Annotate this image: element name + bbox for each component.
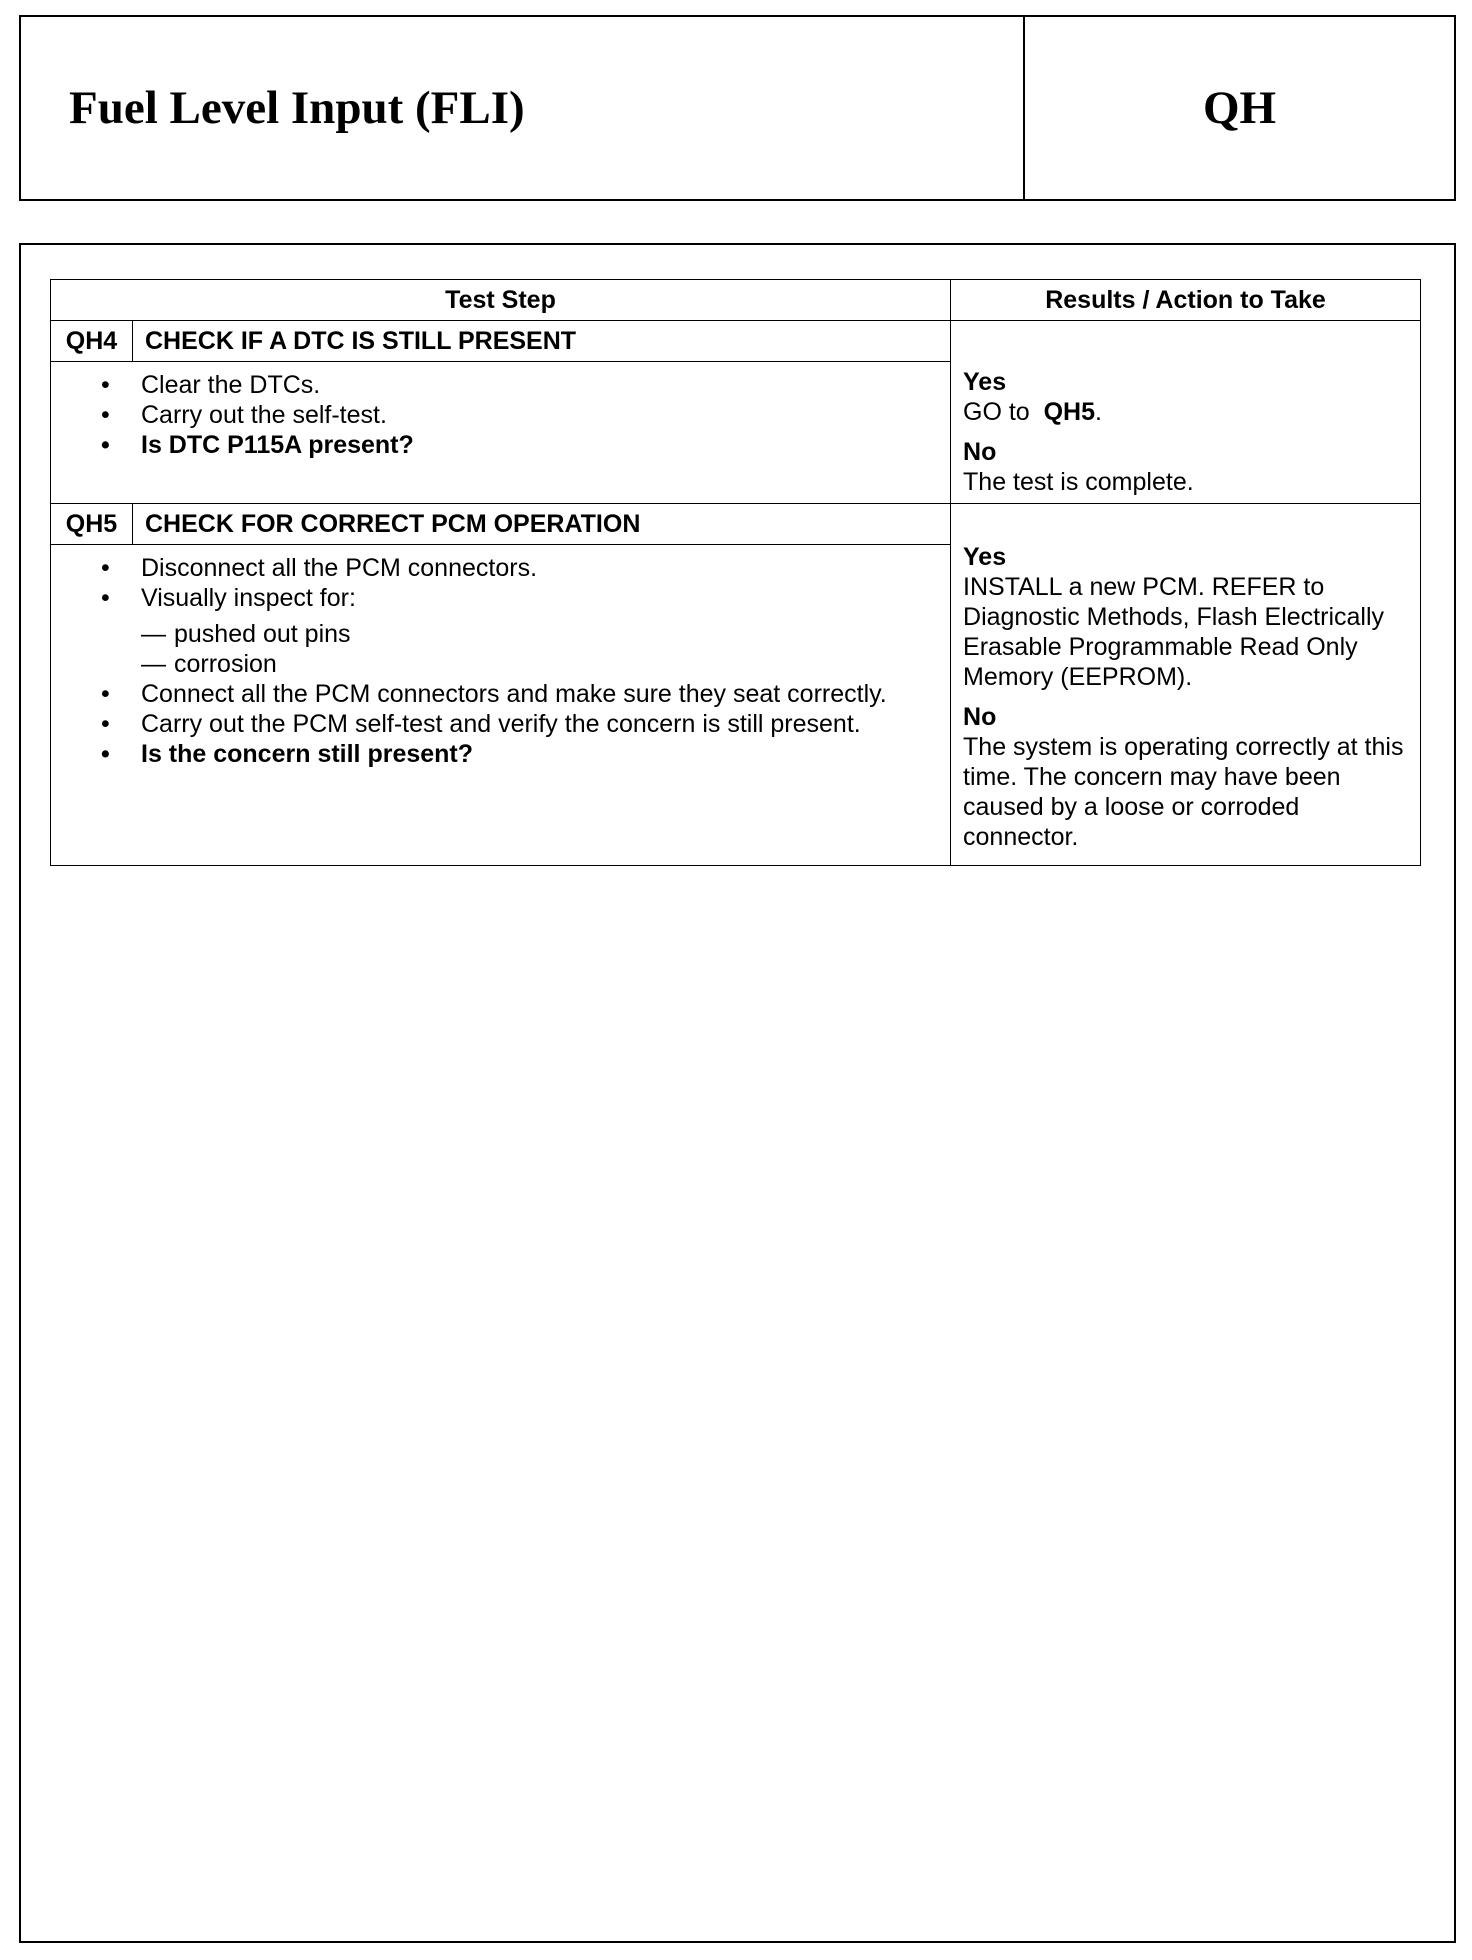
sub-list-item: — corrosion xyxy=(141,650,277,678)
list-item: • Carry out the PCM self-test and verify the concern is still present. xyxy=(141,709,936,739)
yes-action: INSTALL a new PCM. REFER to Diagnostic Methods, Flash Electrically Erasable Programmable Read Only Memory (EEPROM). xyxy=(963,573,1385,691)
no-label: No xyxy=(963,438,997,466)
table-header-row xyxy=(51,280,1421,321)
yes-label: Yes xyxy=(963,368,1007,396)
yes-action: GO to QH5. xyxy=(963,398,1102,426)
step-instructions xyxy=(51,362,951,504)
list-item: • Carry out the self-test. xyxy=(141,400,936,430)
step-id: QH5 xyxy=(51,504,133,545)
sub-list xyxy=(141,619,936,679)
page-title: Fuel Level Input (FLI) xyxy=(21,17,1025,199)
no-label: No xyxy=(963,703,997,731)
list-item: • Disconnect all the PCM connectors. xyxy=(141,553,936,583)
instruction-list xyxy=(51,545,950,779)
test-step-table xyxy=(50,279,1421,866)
no-action: The system is operating correctly at this time. The concern may have been caused by a loose or corroded connector. xyxy=(963,733,1404,851)
column-header-results: Results / Action to Take xyxy=(951,280,1421,321)
step-id: QH4 xyxy=(51,321,133,362)
list-item-question: • Is DTC P115A present? xyxy=(141,430,936,460)
step-reference: QH5 xyxy=(1043,398,1096,426)
result-cell xyxy=(951,504,1421,866)
step-title: CHECK IF A DTC IS STILL PRESENT xyxy=(133,321,951,362)
list-item: • Connect all the PCM connectors and make sure they seat correctly. xyxy=(141,679,936,709)
list-item: • Clear the DTCs. xyxy=(141,370,936,400)
result-cell xyxy=(951,321,1421,504)
step-title: CHECK FOR CORRECT PCM OPERATION xyxy=(133,504,951,545)
yes-label: Yes xyxy=(963,543,1007,571)
step-title-row-qh5 xyxy=(51,504,1421,545)
list-item-question: • Is the concern still present? xyxy=(141,739,936,769)
sub-list-item: — pushed out pins xyxy=(141,620,351,648)
instruction-list xyxy=(51,362,950,470)
column-header-test-step: Test Step xyxy=(51,280,951,321)
section-code: QH xyxy=(1202,82,1277,134)
step-instructions xyxy=(51,545,951,866)
step-title-row-qh4 xyxy=(51,321,1421,362)
page-header xyxy=(19,15,1456,201)
list-item: • Visually inspect for: — pushed out pins — corrosion xyxy=(141,583,936,679)
no-action: The test is complete. xyxy=(963,468,1194,496)
